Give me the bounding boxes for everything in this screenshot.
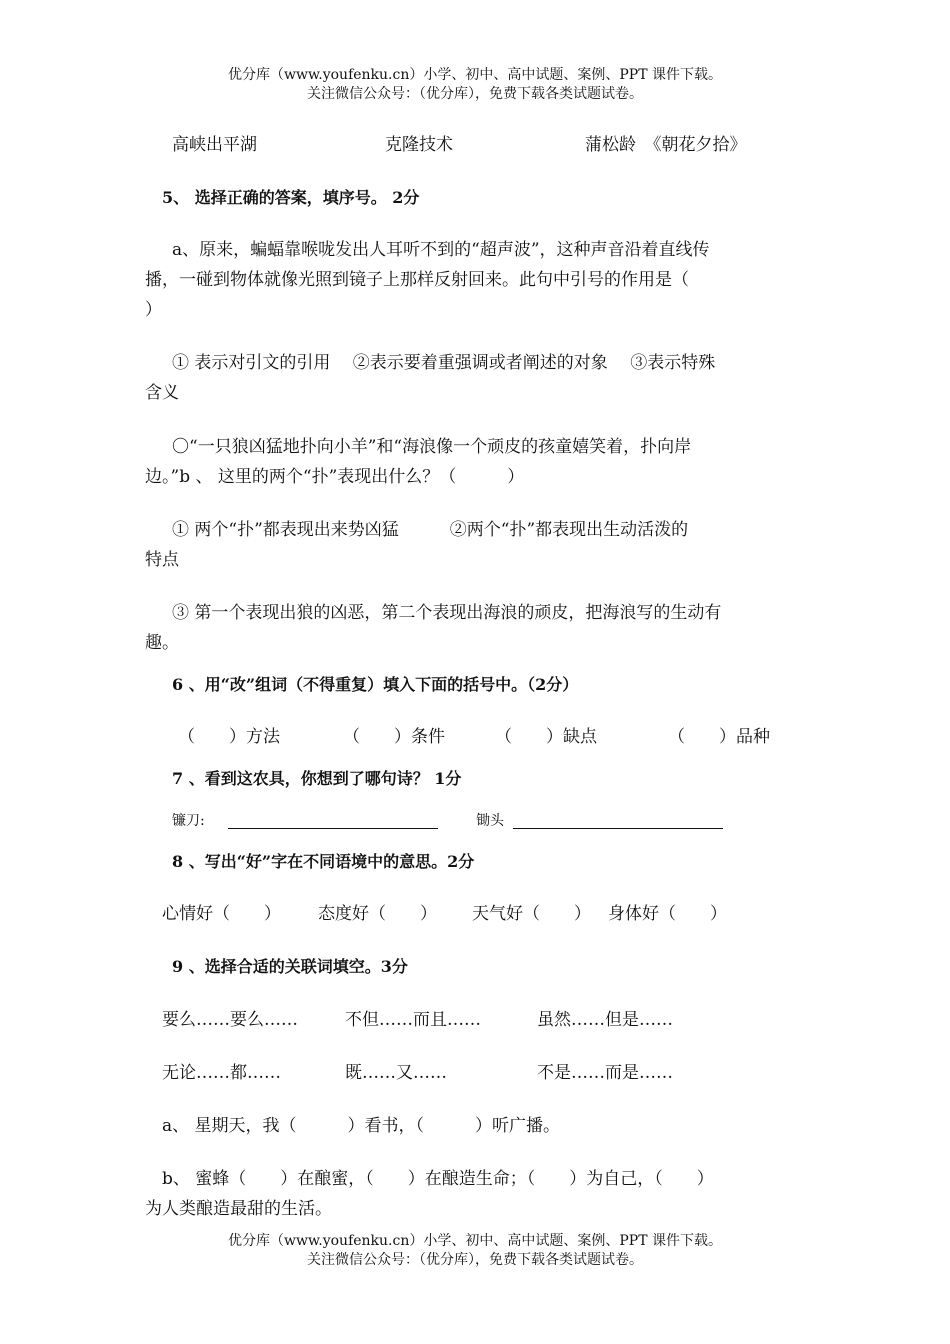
- q6-item-4: （ ）品种: [668, 727, 770, 747]
- q6-item-1: （ ）方法: [178, 727, 280, 747]
- top-item-1: 高峡出平湖: [172, 135, 257, 155]
- q5-a-line-1: a、原来，蝙蝠靠喉咙发出人耳听不到的“超声波”，这种声音沿着直线传: [172, 240, 710, 260]
- q9-sentence-b-line-1: b、 蜜蜂（ ）在酿蜜，（ ）在酿造生命；（ ）为自己，（ ）: [162, 1169, 714, 1189]
- q5-b-line-1: 〇“一只狼凶猛地扑向小羊”和“海浪像一个顽皮的孩童嬉笑着，扑向岸: [172, 437, 692, 457]
- q5-b-option-1-line-2: 特点: [145, 550, 179, 570]
- q9-row2-item-1: 无论……都……: [162, 1063, 281, 1083]
- q5-b-option-3-line-2: 趣。: [145, 633, 179, 653]
- q5-a-line-3: ）: [145, 300, 162, 320]
- q5-b-option-1-line-1: ① 两个“扑”都表现出来势凶猛 ②两个“扑”都表现出生动活泼的: [172, 520, 689, 540]
- q5-a-options-line-2: 含义: [145, 383, 179, 403]
- header-line-1: 优分库（www.youfenku.cn）小学、初中、高中试题、案例、PPT 课件下载。: [227, 67, 722, 83]
- q6-title: 6 、用“改”组词（不得重复）填入下面的括号中。（2分）: [172, 675, 579, 694]
- footer-line-1: 优分库（www.youfenku.cn）小学、初中、高中试题、案例、PPT 课件下载。: [227, 1233, 722, 1249]
- top-item-2: 克隆技术: [385, 135, 453, 155]
- q9-sentence-b-line-2: 为人类酿造最甜的生活。: [145, 1199, 332, 1219]
- q6-item-2: （ ）条件: [343, 727, 445, 747]
- q9-title: 9 、选择合适的关联词填空。3分: [172, 957, 408, 976]
- q5-title: 5、 选择正确的答案，填序号。 2分: [162, 188, 420, 207]
- q8-item-4: 身体好（ ）: [608, 904, 727, 924]
- q9-sentence-a: a、 星期天，我（ ）看书，（ ）听广播。: [162, 1116, 561, 1136]
- q9-row1-item-3: 虽然……但是……: [537, 1010, 673, 1030]
- q5-a-options-line-1: ① 表示对引文的引用 ②表示要着重强调或者阐述的对象 ③表示特殊: [172, 353, 716, 373]
- q5-b-option-3-line-1: ③ 第一个表现出狼的凶恶，第二个表现出海浪的顽皮，把海浪写的生动有: [172, 603, 722, 623]
- q9-row2-item-2: 既……又……: [345, 1063, 447, 1083]
- q7-label-sickle: 镰刀:: [172, 813, 205, 829]
- q8-title: 8 、写出“好”字在不同语境中的意思。2分: [172, 852, 475, 871]
- q7-title: 7 、看到这农具，你想到了哪句诗？ 1分: [172, 769, 462, 788]
- header-line-2: 关注微信公众号：（优分库），免费下载各类试题试卷。: [307, 86, 643, 102]
- q9-row2-item-3: 不是……而是……: [537, 1063, 673, 1083]
- q8-item-1: 心情好（ ）: [162, 904, 281, 924]
- q7-answer-line-1[interactable]: [228, 812, 438, 829]
- q5-b-line-2: 边。”b 、 这里的两个“扑”表现出什么？（ ）: [145, 467, 525, 487]
- q9-row1-item-1: 要么……要么……: [162, 1010, 298, 1030]
- q9-row1-item-2: 不但……而且……: [345, 1010, 481, 1030]
- footer-line-2: 关注微信公众号：（优分库），免费下载各类试题试卷。: [307, 1252, 643, 1268]
- top-item-3: 蒲松龄 《朝花夕拾》: [585, 135, 747, 155]
- q8-item-3: 天气好（ ）: [472, 904, 591, 924]
- q8-item-2: 态度好（ ）: [318, 904, 437, 924]
- q7-answer-line-2[interactable]: [513, 812, 723, 829]
- q7-label-hoe: 锄头: [476, 813, 504, 829]
- q6-item-3: （ ）缺点: [495, 727, 597, 747]
- q5-a-line-2: 播，一碰到物体就像光照到镜子上那样反射回来。此句中引号的作用是（: [145, 270, 689, 290]
